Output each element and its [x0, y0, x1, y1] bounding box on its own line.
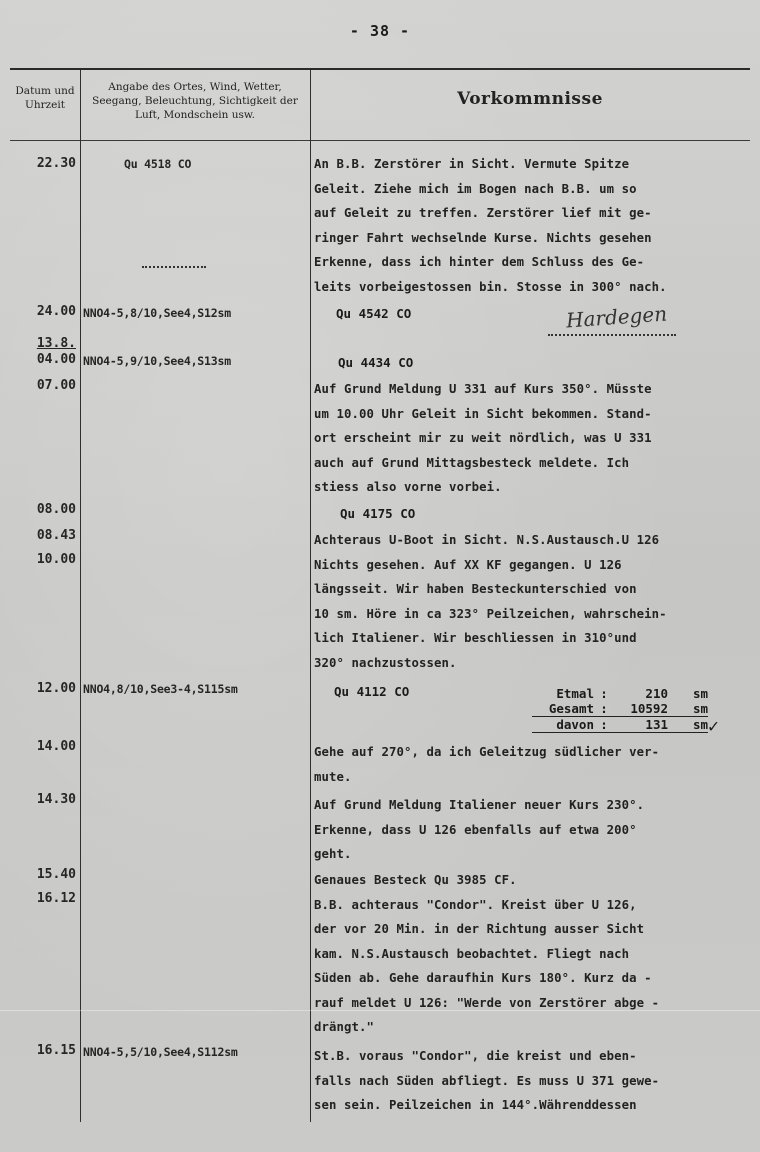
event-block	[314, 793, 758, 867]
etmal-value: 10592	[630, 701, 668, 716]
dotted-mark	[142, 266, 206, 268]
etmal-value: 210	[645, 686, 668, 701]
event-line: Nichts gesehen. Auf XX KF gegangen. U 126	[314, 557, 622, 572]
event-line: sen sein. Peilzeichen in 144°.Währenddessen	[314, 1098, 637, 1112]
event-line: Auf Grund Meldung U 331 auf Kurs 350°. Müsste	[314, 382, 652, 396]
event-line: kam. N.S.Austausch beobachtet. Fliegt nach	[314, 946, 630, 961]
location-entry: NNO4-5,9/10,See4,S13sm	[83, 354, 231, 368]
quadrant-entry: Qu 4542 CO	[336, 306, 412, 321]
signature: Hardegen	[565, 301, 668, 333]
etmal-value: 131	[645, 717, 668, 732]
event-line: mute.	[314, 769, 352, 784]
event-line: lich Italiener. Wir beschliessen in 310°und	[314, 631, 637, 645]
event-line: drängt."	[314, 1020, 375, 1034]
event-line: auch auf Grund Mittagsbesteck meldete. Ich	[314, 455, 630, 470]
location-entry: NNO4-5,8/10,See4,S12sm	[83, 306, 231, 320]
check-mark-icon: ✓	[708, 716, 719, 737]
header-location: Angabe des Ortes, Wind, Wetter, Seegang, Beleuchtung, Sichtigkeit der Luft, Mondschein usw.	[92, 81, 298, 121]
time-entry: 12.00	[36, 681, 76, 696]
etmal-row: Gesamt : 10592 sm	[532, 701, 708, 717]
event-line: 10 sm. Höre in ca 323° Peilzeichen, wahrschein-	[314, 606, 667, 621]
event-line: St.B. voraus "Condor", die kreist und eben-	[314, 1049, 637, 1063]
etmal-row: davon : 131 sm	[532, 717, 708, 733]
etmal-label: Gesamt	[548, 701, 594, 716]
etmal-unit: sm	[692, 717, 708, 732]
location-entry: NNO4,8/10,See3-4,S115sm	[83, 682, 238, 696]
location-entry: NNO4-5,5/10,See4,S112sm	[83, 1045, 238, 1059]
event-line: Süden ab. Gehe daraufhin Kurs 180°. Kurz da -	[314, 971, 652, 985]
etmal-row: Etmal : 210 sm	[532, 686, 708, 701]
column-divider-1	[80, 70, 81, 1122]
etmal-unit: sm	[692, 701, 708, 716]
event-line: Erkenne, dass ich hinter dem Schluss des Ge-	[314, 255, 645, 269]
event-line: leits vorbeigestossen bin. Stosse in 300° nach.	[314, 279, 667, 294]
time-entry: 08.00	[36, 502, 76, 517]
time-entry: 14.30	[36, 792, 76, 807]
event-line: Auf Grund Meldung Italiener neuer Kurs 230°.	[314, 798, 645, 812]
event-line: B.B. achteraus "Condor". Kreist über U 126,	[314, 897, 637, 912]
paper-fold	[0, 1010, 760, 1011]
quadrant-entry: Qu 4112 CO	[334, 684, 410, 699]
time-entry: 15.40	[36, 867, 76, 882]
signature-line	[548, 334, 676, 336]
time-entry: 22.30	[36, 156, 76, 171]
page-number: - 38 -	[349, 22, 411, 40]
quadrant-entry: Qu 4175 CO	[340, 506, 416, 521]
time-entry: 16.12	[36, 891, 76, 906]
etmal-unit: sm	[692, 686, 708, 701]
event-block	[314, 152, 758, 299]
location-entry: Qu 4518 CO	[124, 157, 192, 171]
event-line: auf Geleit zu treffen. Zerstörer lief mit ge-	[314, 206, 652, 220]
event-line: ort erscheint mir zu weit nördlich, was U 331	[314, 431, 652, 445]
event-line: geht.	[314, 847, 352, 861]
time-entry: 07.00	[36, 378, 76, 393]
event-line: 320° nachzustossen.	[314, 655, 457, 670]
event-line: Gehe auf 270°, da ich Geleitzug südlicher ver-	[314, 745, 660, 759]
header-date: Datum und Uhrzeit	[15, 85, 75, 111]
quadrant-entry: Qu 4434 CO	[338, 355, 414, 370]
etmal-label: davon	[556, 717, 594, 732]
event-line: Erkenne, dass U 126 ebenfalls auf etwa 200°	[314, 822, 637, 837]
event-line: stiess also vorne vorbei.	[314, 480, 502, 494]
etmal-summary	[532, 686, 708, 733]
event-block	[314, 377, 758, 500]
event-block	[314, 740, 758, 789]
event-block	[314, 528, 758, 675]
event-line: rauf meldet U 126: "Werde von Zerstörer abge -	[314, 995, 660, 1010]
date-entry: 13.8.	[36, 336, 76, 351]
event-line: Geleit. Ziehe mich im Bogen nach B.B. um so	[314, 181, 637, 196]
time-entry: 16.15	[36, 1043, 76, 1058]
time-entry: 10.00	[36, 552, 76, 567]
column-divider-2	[310, 70, 311, 1122]
etmal-label: Etmal	[556, 686, 594, 701]
header-bottom-rule	[10, 140, 750, 141]
event-line: der vor 20 Min. in der Richtung ausser Sicht	[314, 922, 645, 936]
event-line: Achteraus U-Boot in Sicht. N.S.Austausch.U 126	[314, 533, 660, 547]
time-entry: 14.00	[36, 739, 76, 754]
time-entry: 08.43	[36, 528, 76, 543]
event-line: falls nach Süden abfliegt. Es muss U 371 gewe-	[314, 1073, 660, 1088]
event-line: um 10.00 Uhr Geleit in Sicht bekommen. Stand-	[314, 406, 652, 421]
event-block	[314, 868, 758, 1040]
header-events: Vorkommnisse	[457, 89, 603, 109]
table-top-rule	[10, 68, 750, 70]
event-line: ringer Fahrt wechselnde Kurse. Nichts gesehen	[314, 230, 652, 245]
event-line: längsseit. Wir haben Besteckunterschied von	[314, 582, 637, 596]
event-line: Genaues Besteck Qu 3985 CF.	[314, 873, 517, 887]
time-entry: 24.00	[36, 304, 76, 319]
event-line: An B.B. Zerstörer in Sicht. Vermute Spitze	[314, 157, 630, 171]
event-block	[314, 1044, 758, 1118]
time-entry: 04.00	[36, 352, 76, 367]
